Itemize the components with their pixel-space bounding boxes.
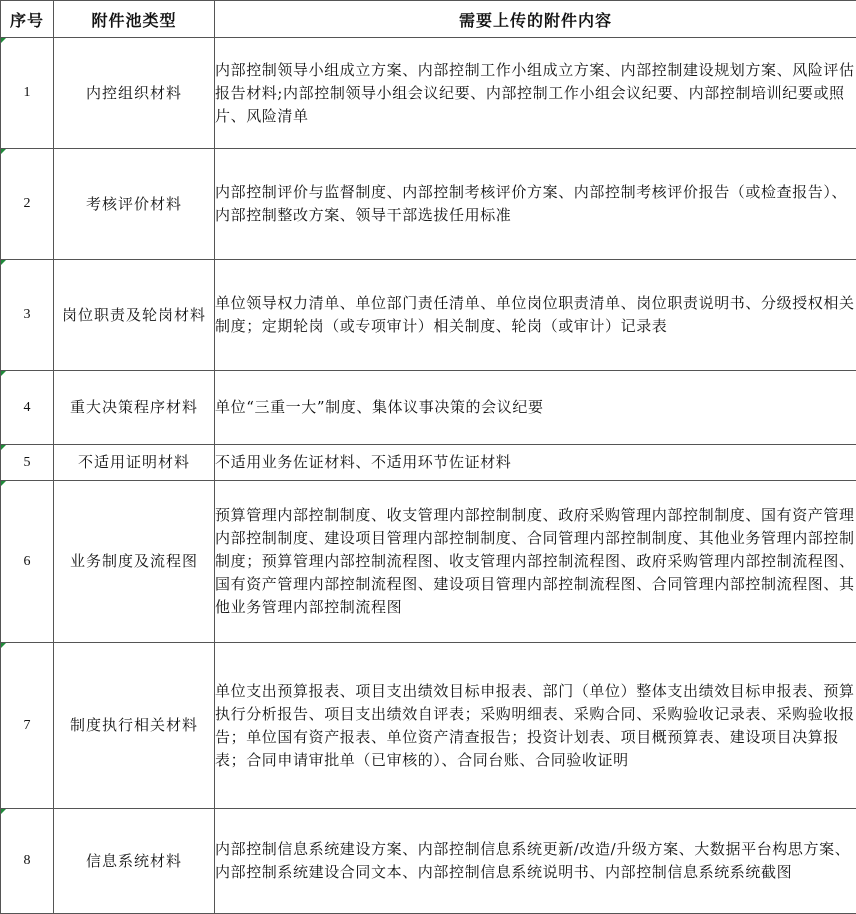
row-number: 5 — [1, 445, 54, 481]
row-number: 2 — [1, 149, 54, 260]
row-type: 岗位职责及轮岗材料 — [54, 260, 215, 371]
cell-marker-icon — [1, 260, 6, 265]
row-number: 1 — [1, 38, 54, 149]
row-type: 内控组织材料 — [54, 38, 215, 149]
cell-marker-icon — [1, 481, 6, 486]
row-content: 内部控制领导小组成立方案、内部控制工作小组成立方案、内部控制建设规划方案、风险评估报告材料;内部控制领导小组会议纪要、内部控制工作小组会议纪要、内部控制培训纪要或照片、风险清单 — [215, 38, 856, 149]
header-type: 附件池类型 — [54, 1, 215, 38]
row-number: 4 — [1, 371, 54, 445]
cell-marker-icon — [1, 809, 6, 814]
row-number: 8 — [1, 809, 54, 914]
row-content: 内部控制评价与监督制度、内部控制考核评价方案、内部控制考核评价报告（或检查报告）、内部控制整改方案、领导干部选拔任用标准 — [215, 149, 856, 260]
row-number: 6 — [1, 481, 54, 643]
row-type: 业务制度及流程图 — [54, 481, 215, 643]
row-type: 信息系统材料 — [54, 809, 215, 914]
cell-marker-icon — [1, 643, 6, 648]
table-row — [1, 371, 856, 445]
table-row — [1, 481, 856, 643]
row-number: 3 — [1, 260, 54, 371]
cell-marker-icon — [1, 149, 6, 154]
row-number: 7 — [1, 643, 54, 809]
row-type: 考核评价材料 — [54, 149, 215, 260]
row-content: 单位“三重一大”制度、集体议事决策的会议纪要 — [215, 371, 856, 445]
table-row — [1, 260, 856, 371]
table-row — [1, 445, 856, 481]
table-row — [1, 643, 856, 809]
table-row — [1, 38, 856, 149]
table-row — [1, 149, 856, 260]
table-row — [1, 809, 856, 914]
row-type: 制度执行相关材料 — [54, 643, 215, 809]
header-row — [1, 1, 856, 38]
row-type: 不适用证明材料 — [54, 445, 215, 481]
header-no: 序号 — [1, 1, 54, 38]
row-content: 预算管理内部控制制度、收支管理内部控制制度、政府采购管理内部控制制度、国有资产管理内部控制制度、建设项目管理内部控制制度、合同管理内部控制制度、其他业务管理内部控制制度；预算管理内部控制流程图、收支管理内部控制流程图、政府采购管理内部控制流程图、国有资产管理内部控制流程图、建设项目管理内部控制流程图、合同管理内部控制流程图、其他业务管理内部控制流程图 — [215, 481, 856, 643]
header-content: 需要上传的附件内容 — [215, 1, 856, 38]
row-content: 不适用业务佐证材料、不适用环节佐证材料 — [215, 445, 856, 481]
cell-marker-icon — [1, 38, 6, 43]
row-content: 单位领导权力清单、单位部门责任清单、单位岗位职责清单、岗位职责说明书、分级授权相关制度；定期轮岗（或专项审计）相关制度、轮岗（或审计）记录表 — [215, 260, 856, 371]
cell-marker-icon — [1, 371, 6, 376]
row-content: 内部控制信息系统建设方案、内部控制信息系统更新/改造/升级方案、大数据平台构思方案、内部控制系统建设合同文本、内部控制信息系统说明书、内部控制信息系统系统截图 — [215, 809, 856, 914]
cell-marker-icon — [1, 445, 6, 450]
row-type: 重大决策程序材料 — [54, 371, 215, 445]
row-content: 单位支出预算报表、项目支出绩效目标申报表、部门（单位）整体支出绩效目标申报表、预算执行分析报告、项目支出绩效自评表；采购明细表、采购合同、采购验收记录表、采购验收报告；单位国有资产报表、单位资产清查报告；投资计划表、项目概预算表、建设项目决算报表；合同申请审批单（已审核的）、合同台账、合同验收证明 — [215, 643, 856, 809]
